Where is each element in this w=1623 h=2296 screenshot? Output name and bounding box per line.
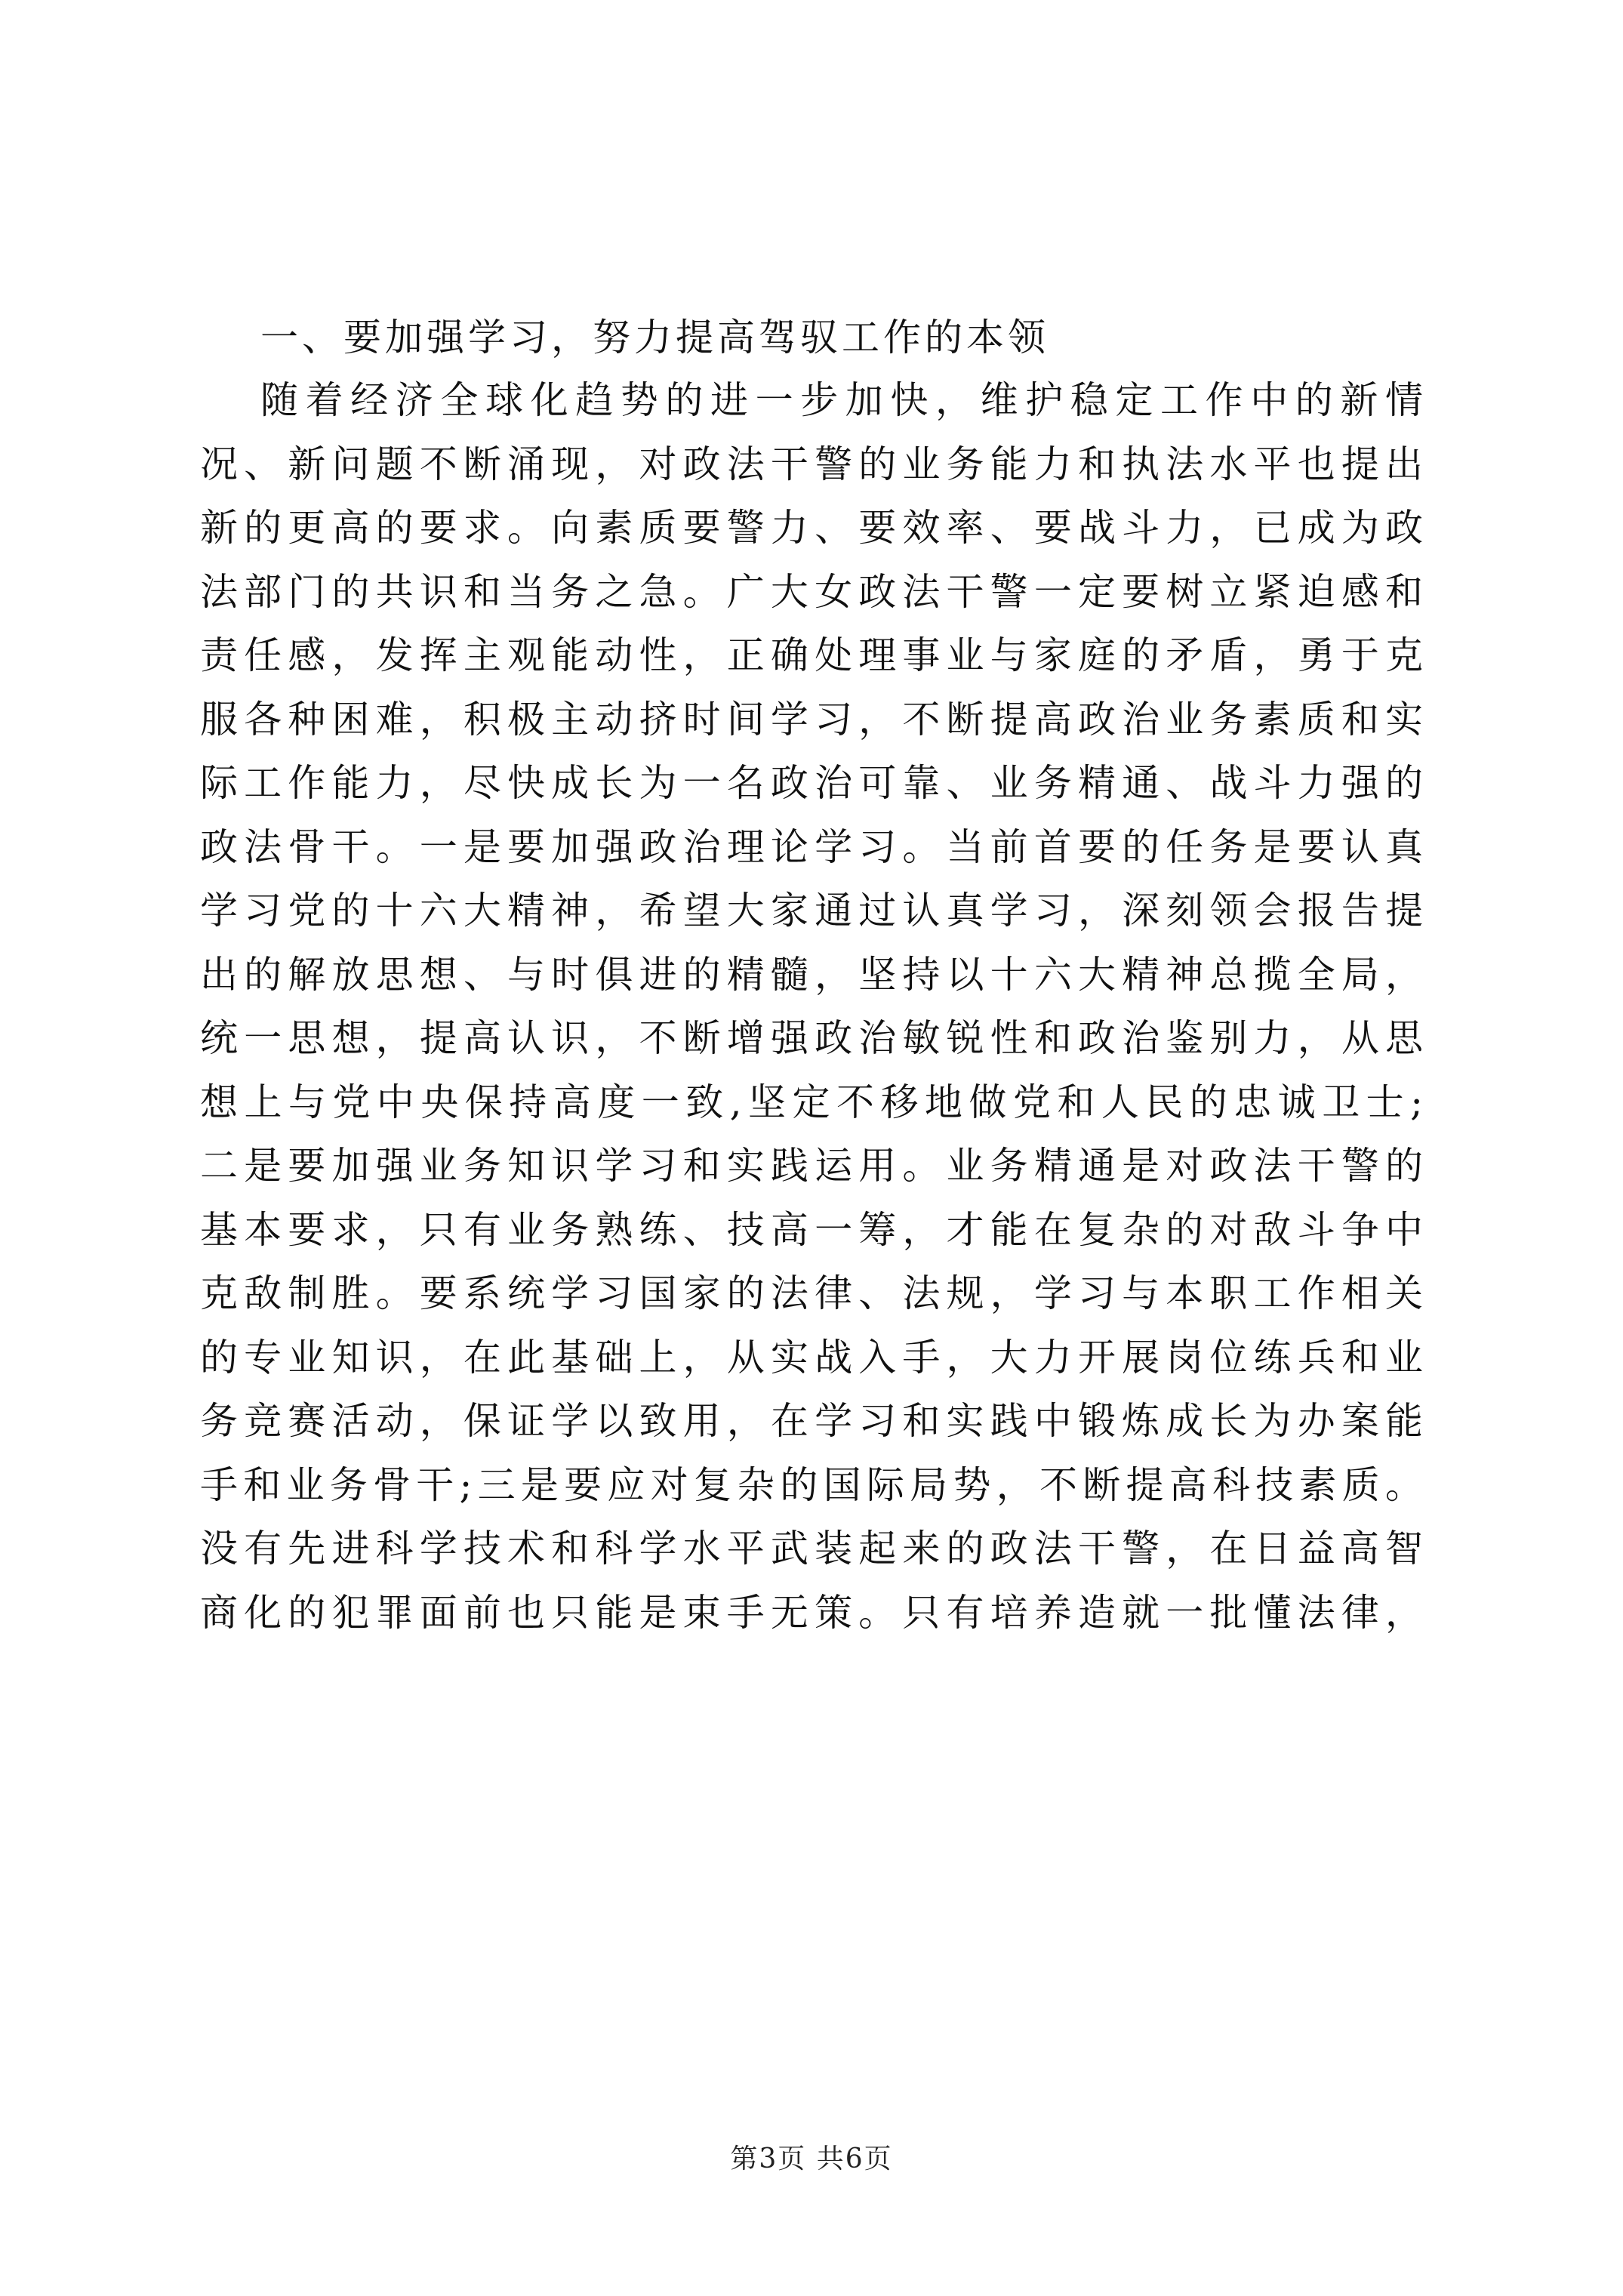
paragraph-line: 二是要加强业务知识学习和实践运用。业务精通是对政法干警的 — [200, 1144, 1423, 1188]
paragraph-line: 况、新问题不断涌现，对政法干警的业务能力和执法水平也提出 — [200, 442, 1423, 486]
body-paragraph — [200, 368, 1423, 1644]
paragraph-line: 法部门的共识和当务之急。广大女政法干警一定要树立紧迫感和 — [200, 569, 1423, 614]
paragraph-line: 统一思想，提高认识，不断增强政治敏锐性和政治鉴别力，从思 — [200, 1016, 1423, 1060]
paragraph-line: 手和业务骨干;三是要应对复杂的国际局势，不断提高科技素质。 — [200, 1462, 1423, 1507]
paragraph-line: 的专业知识，在此基础上，从实战入手，大力开展岗位练兵和业 — [200, 1335, 1423, 1379]
paragraph-line: 政法骨干。一是要加强政治理论学习。当前首要的任务是要认真 — [200, 824, 1423, 869]
paragraph-line: 基本要求，只有业务熟练、技高一筹，才能在复杂的对敌斗争中 — [200, 1207, 1423, 1252]
paragraph-line: 务竞赛活动，保证学以致用，在学习和实践中锻炼成长为办案能 — [200, 1399, 1423, 1443]
paragraph-line: 克敌制胜。要系统学习国家的法律、法规，学习与本职工作相关 — [200, 1271, 1423, 1315]
page-number-footer: 第3页 共6页 — [730, 2143, 893, 2174]
paragraph-line: 学习党的十六大精神，希望大家通过认真学习，深刻领会报告提 — [200, 889, 1423, 932]
paragraph-line: 没有先进科学技术和科学水平武装起来的政法干警，在日益高智 — [200, 1527, 1423, 1570]
paragraph-line: 出的解放思想、与时俱进的精髓，坚持以十六大精神总揽全局， — [200, 952, 1423, 997]
paragraph-line: 际工作能力，尽快成长为一名政治可靠、业务精通、战斗力强的 — [200, 761, 1423, 805]
paragraph-line: 服各种困难，积极主动挤时间学习，不断提高政治业务素质和实 — [200, 697, 1423, 741]
paragraph-line: 想上与党中央保持高度一致,坚定不移地做党和人民的忠诚卫士; — [200, 1080, 1423, 1124]
paragraph-line: 责任感，发挥主观能动性，正确处理事业与家庭的矛盾，勇于克 — [200, 633, 1423, 677]
paragraph-line: 随着经济全球化趋势的进一步加快，维护稳定工作中的新情 — [260, 378, 1423, 422]
paragraph-line: 商化的犯罪面前也只能是束手无策。只有培养造就一批懂法律， — [200, 1590, 1423, 1635]
section-heading: 一、要加强学习，努力提高驾驭工作的本领 — [260, 316, 1049, 359]
paragraph-line: 新的更高的要求。向素质要警力、要效率、要战斗力，已成为政 — [200, 506, 1423, 550]
